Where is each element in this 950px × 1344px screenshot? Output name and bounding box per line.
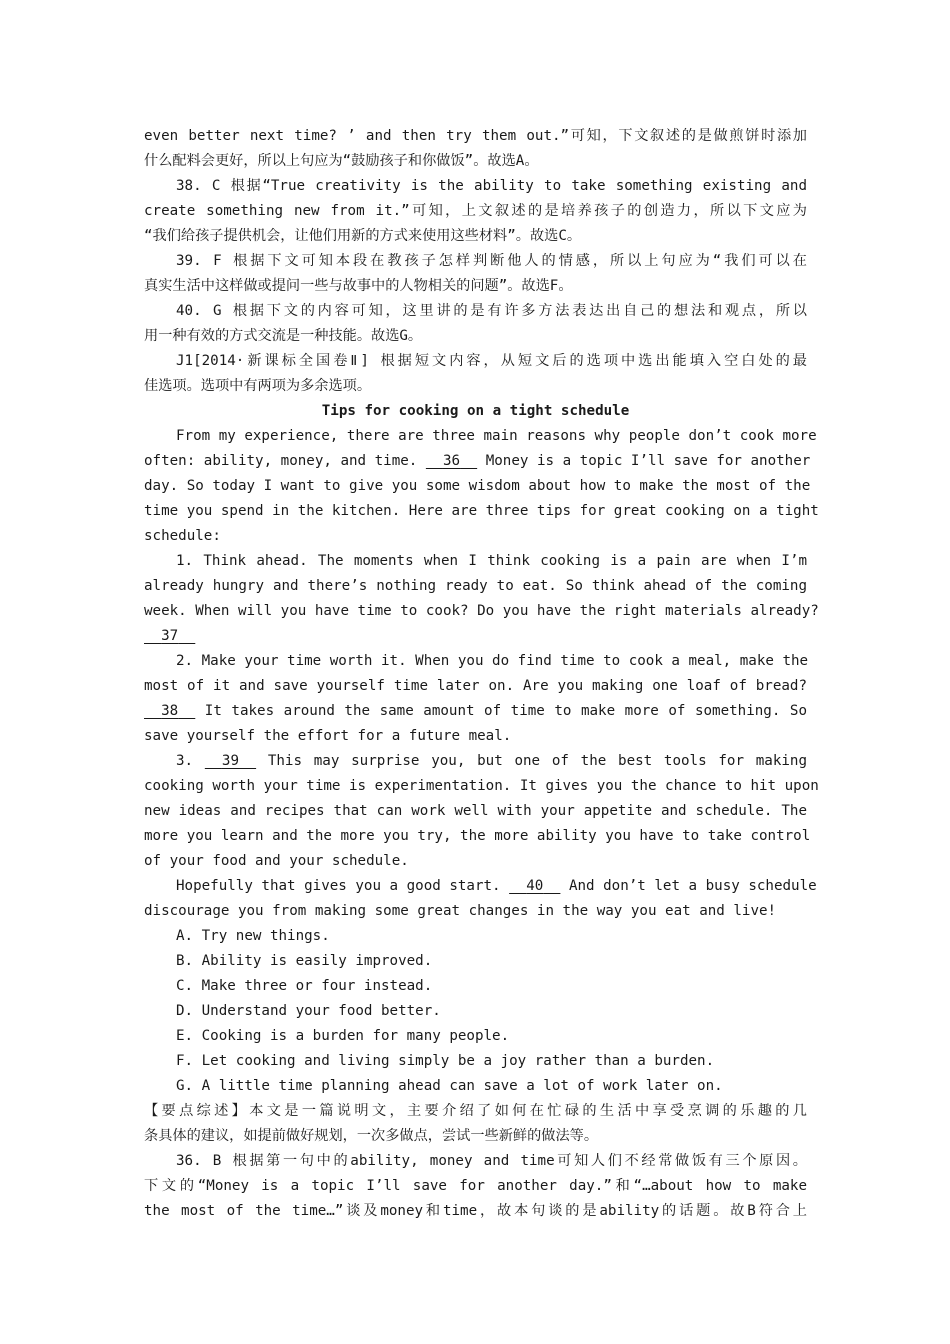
blank-38: 38 <box>161 703 179 719</box>
blank-37: 37 <box>161 628 179 644</box>
passage-line: week. When will you have time to cook? Do you have the right materials already? <box>144 603 819 619</box>
summary-line: 条具体的建议，如提前做好规划，一次多做点，尝试一些新鲜的做法等。 <box>144 1128 599 1144</box>
passage-line: day. So today I want to give you some wisdom about how to make the most of the <box>144 478 811 494</box>
passage-line: often: ability, money, and time. 36 Money is a topic I’ll save for another <box>144 449 807 474</box>
option-f: F. Let cooking and living simply be a joy rather than a burden. <box>176 1053 715 1069</box>
passage-line: save yourself the effort for a future meal. <box>144 728 512 744</box>
passage-line: time you spend in the kitchen. Here are three tips for great cooking on a tight <box>144 503 819 519</box>
answer-39-line: 39. F 根据下文可知本段在教孩子怎样判断他人的情感，所以上句应为“我们可以在 <box>176 253 807 269</box>
passage-line: already hungry and there’s nothing ready to eat. So think ahead of the coming <box>144 578 807 594</box>
passage-line: From my experience, there are three main reasons why people don’t cook more <box>176 428 817 444</box>
question-header-line: J1[2014·新课标全国卷Ⅱ] 根据短文内容，从短文后的选项中选出能填入空白处的最 <box>176 353 807 369</box>
text-line: even better next time? ’ and then try them out.”可知，下文叙述的是做煎饼时添加 <box>144 128 807 144</box>
passage-line: more you learn and the more you try, the more ability you have to take control <box>144 828 811 844</box>
passage-line: Hopefully that gives you a good start. 40 And don’t let a busy schedule <box>176 874 807 899</box>
passage-line <box>144 624 807 649</box>
passage-line: 38 It takes around the same amount of time to make more of something. So <box>144 699 807 724</box>
passage-line: discourage you from making some great changes in the way you eat and live! <box>144 903 777 919</box>
text-line: 下文的“Money is a topic I’ll save for another day.”和“…about how to make <box>144 1178 807 1194</box>
answer-36-line: 36. B 根据第一句中的ability, money and time可知人们不经常做饭有三个原因。 <box>176 1153 807 1169</box>
text-line: the most of the time…”谈及money和time，故本句谈的是ability的话题。故B符合上 <box>144 1203 807 1219</box>
blank-36: 36 <box>442 453 461 469</box>
text-line: create something new from it.”可知，上文叙述的是培养孩子的创造力，所以下文应为 <box>144 203 807 219</box>
option-c: C. Make three or four instead. <box>176 978 433 994</box>
passage-line: 2. Make your time worth it. When you do find time to cook a meal, make the <box>176 653 809 669</box>
passage-title: Tips for cooking on a tight schedule <box>321 403 630 419</box>
passage-line: schedule: <box>144 528 221 544</box>
option-e: E. Cooking is a burden for many people. <box>176 1028 510 1044</box>
passage-line: 3. 39 This may surprise you, but one of the best tools for making <box>176 749 807 774</box>
passage-line: new ideas and recipes that can work well with your appetite and schedule. The <box>144 803 807 819</box>
answer-38-line: 38. C 根据“True creativity is the ability to take something existing and <box>176 178 807 194</box>
passage-line: 1. Think ahead. The moments when I think cooking is a pain are when I’m <box>176 553 807 569</box>
option-a: A. Try new things. <box>176 928 330 944</box>
option-g: G. A little time planning ahead can save a lot of work later on. <box>176 1078 723 1094</box>
passage-line: cooking worth your time is experimentation. It gives you the chance to hit upon <box>144 778 819 794</box>
option-d: D. Understand your food better. <box>176 1003 441 1019</box>
blank-40: 40 <box>526 878 544 894</box>
passage-line: of your food and your schedule. <box>144 853 409 869</box>
text-line: 真实生活中这样做或提问一些与故事中的人物相关的问题”。故选F。 <box>144 278 573 294</box>
summary-line: 【要点综述】本文是一篇说明文，主要介绍了如何在忙碌的生活中享受烹调的乐趣的几 <box>144 1103 807 1119</box>
text-line: 佳选项。选项中有两项为多余选项。 <box>144 378 372 394</box>
text-line: 什么配料会更好，所以上句应为“鼓励孩子和你做饭”。故选A。 <box>144 153 539 169</box>
answer-40-line: 40. G 根据下文的内容可知，这里讲的是有许多方法表达出自己的想法和观点，所以 <box>176 303 807 319</box>
blank-39: 39 <box>221 753 240 769</box>
passage-line: most of it and save yourself time later on. Are you making one loaf of bread? <box>144 678 807 694</box>
option-b: B. Ability is easily improved. <box>176 953 433 969</box>
text-line: 用一种有效的方式交流是一种技能。故选G。 <box>144 328 423 344</box>
text-line: “我们给孩子提供机会，让他们用新的方式来使用这些材料”。故选C。 <box>144 228 582 244</box>
